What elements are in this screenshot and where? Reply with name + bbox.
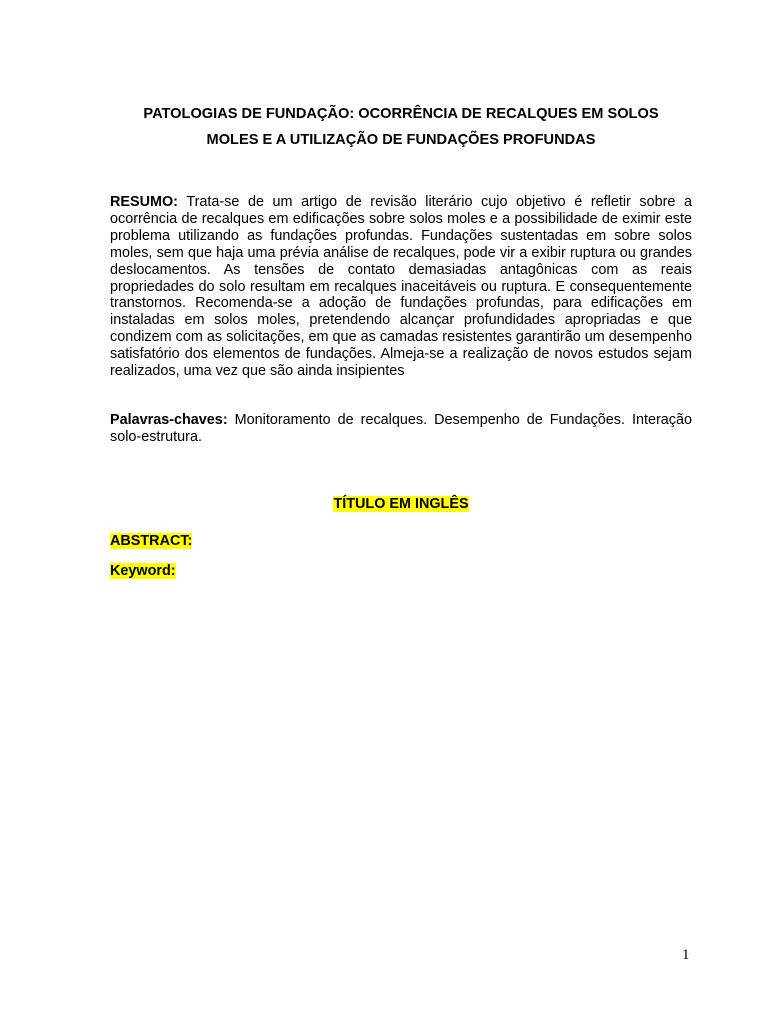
keyword-label: Keyword: xyxy=(110,563,176,579)
title-line-1: PATOLOGIAS DE FUNDAÇÃO: OCORRÊNCIA DE RECALQUES EM SOLOS xyxy=(143,106,659,122)
document-title xyxy=(110,101,692,153)
page-number: 1 xyxy=(682,947,690,963)
english-title-text: TÍTULO EM INGLÊS xyxy=(333,496,469,512)
abstract-pt-paragraph xyxy=(110,194,692,380)
resumo-text: Trata-se de um artigo de revisão literário cujo objetivo é refletir sobre a ocorrência de recalques em edificações sobre solos moles e a possibilidade de eximir este problema utilizando as fundações profundas. Fundações sustentadas em sobre solos moles, sem que haja uma prévia análise de recalques, pode vir a exibir ruptura ou grandes deslocamentos. As tensões de contato demasiadas antagônicas com as reais propriedades do solo resultam em recalques inaceitáveis ou ruptura. E consequentemente transtornos. Recomenda-se a adoção de fundações profundas, para edificações em instaladas em solos moles, pretendendo alcançar profundidades apropriadas e que condizem com as solicitações, em que as camadas resistentes garantirão um desempenho satisfatório dos elementos de fundações. Almeja-se a realização de novos estudos sejam realizados, uma vez que são ainda insipientes xyxy=(110,194,692,380)
abstract-en-heading xyxy=(110,532,192,550)
title-line-2: MOLES E A UTILIZAÇÃO DE FUNDAÇÕES PROFUNDAS xyxy=(206,132,596,148)
keywords-pt-paragraph xyxy=(110,412,692,446)
english-title-heading xyxy=(110,495,692,513)
resumo-label: RESUMO: xyxy=(110,194,178,210)
palavras-chaves-label: Palavras-chaves: xyxy=(110,412,228,428)
keyword-en-heading xyxy=(110,562,176,580)
palavras-chaves-text: Monitoramento de recalques. Desempenho de Fundações. Interação solo-estrutura. xyxy=(110,412,692,445)
abstract-label: ABSTRACT: xyxy=(110,533,193,549)
